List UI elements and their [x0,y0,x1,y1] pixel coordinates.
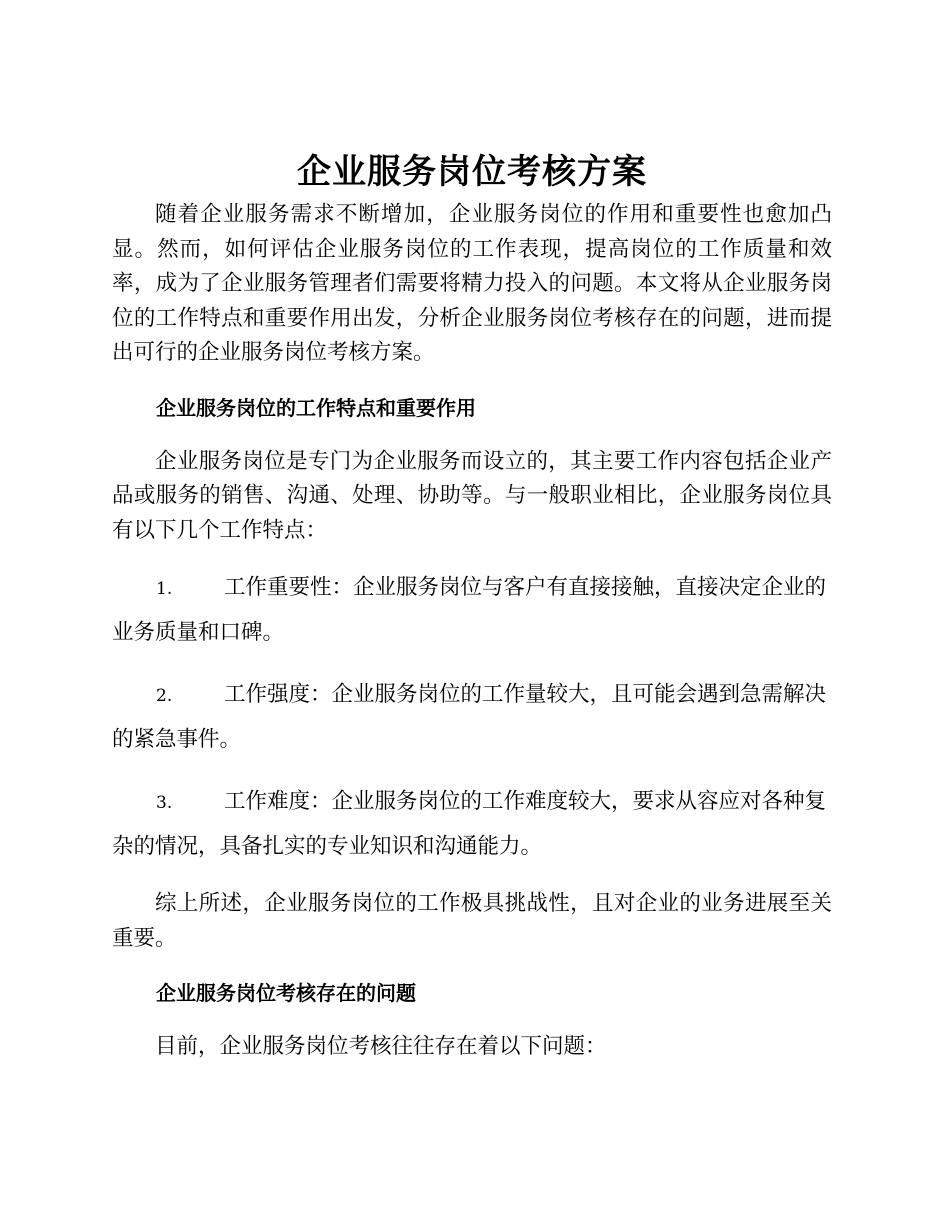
list-item [112,566,832,655]
list-text: 工作难度：企业服务岗位的工作难度较大，要求从容应对各种复杂的情况，具备扎实的专业知识和沟通能力。 [112,789,827,859]
document-title: 企业服务岗位考核方案 [297,152,647,192]
list-number: 1. [156,579,173,599]
list-item [112,673,832,762]
features-paragraph: 企业服务岗位是专门为企业服务而设立的，其主要工作内容包括企业产品或服务的销售、沟通、处理、协助等。与一般职业相比，企业服务岗位具有以下几个工作特点： [112,448,832,543]
intro-paragraph: 随着企业服务需求不断增加，企业服务岗位的作用和重要性也愈加凸显。然而，如何评估企业服务岗位的工作表现，提高岗位的工作质量和效率，成为了企业服务管理者们需要将精力投入的问题。本文将从企业服务岗位的工作特点和重要作用出发，分析企业服务岗位考核存在的问题，进而提出可行的企业服务岗位考核方案。 [112,202,832,365]
document-page [112,150,832,1065]
list-number: 3. [156,793,173,813]
list-number: 2. [156,686,173,706]
section-heading-features: 企业服务岗位的工作特点和重要作用 [156,395,476,420]
section-heading-problems: 企业服务岗位考核存在的问题 [156,981,416,1005]
summary-paragraph: 综上所述，企业服务岗位的工作极具挑战性，且对企业的业务进展至关重要。 [112,891,832,951]
list-text: 工作强度：企业服务岗位的工作量较大，且可能会遇到急需解决的紧急事件。 [112,682,827,752]
list-item [112,780,832,869]
problems-paragraph: 目前，企业服务岗位考核往往存在着以下问题： [155,1034,607,1059]
list-text: 工作重要性：企业服务岗位与客户有直接接触，直接决定企业的业务质量和口碑。 [112,575,827,645]
